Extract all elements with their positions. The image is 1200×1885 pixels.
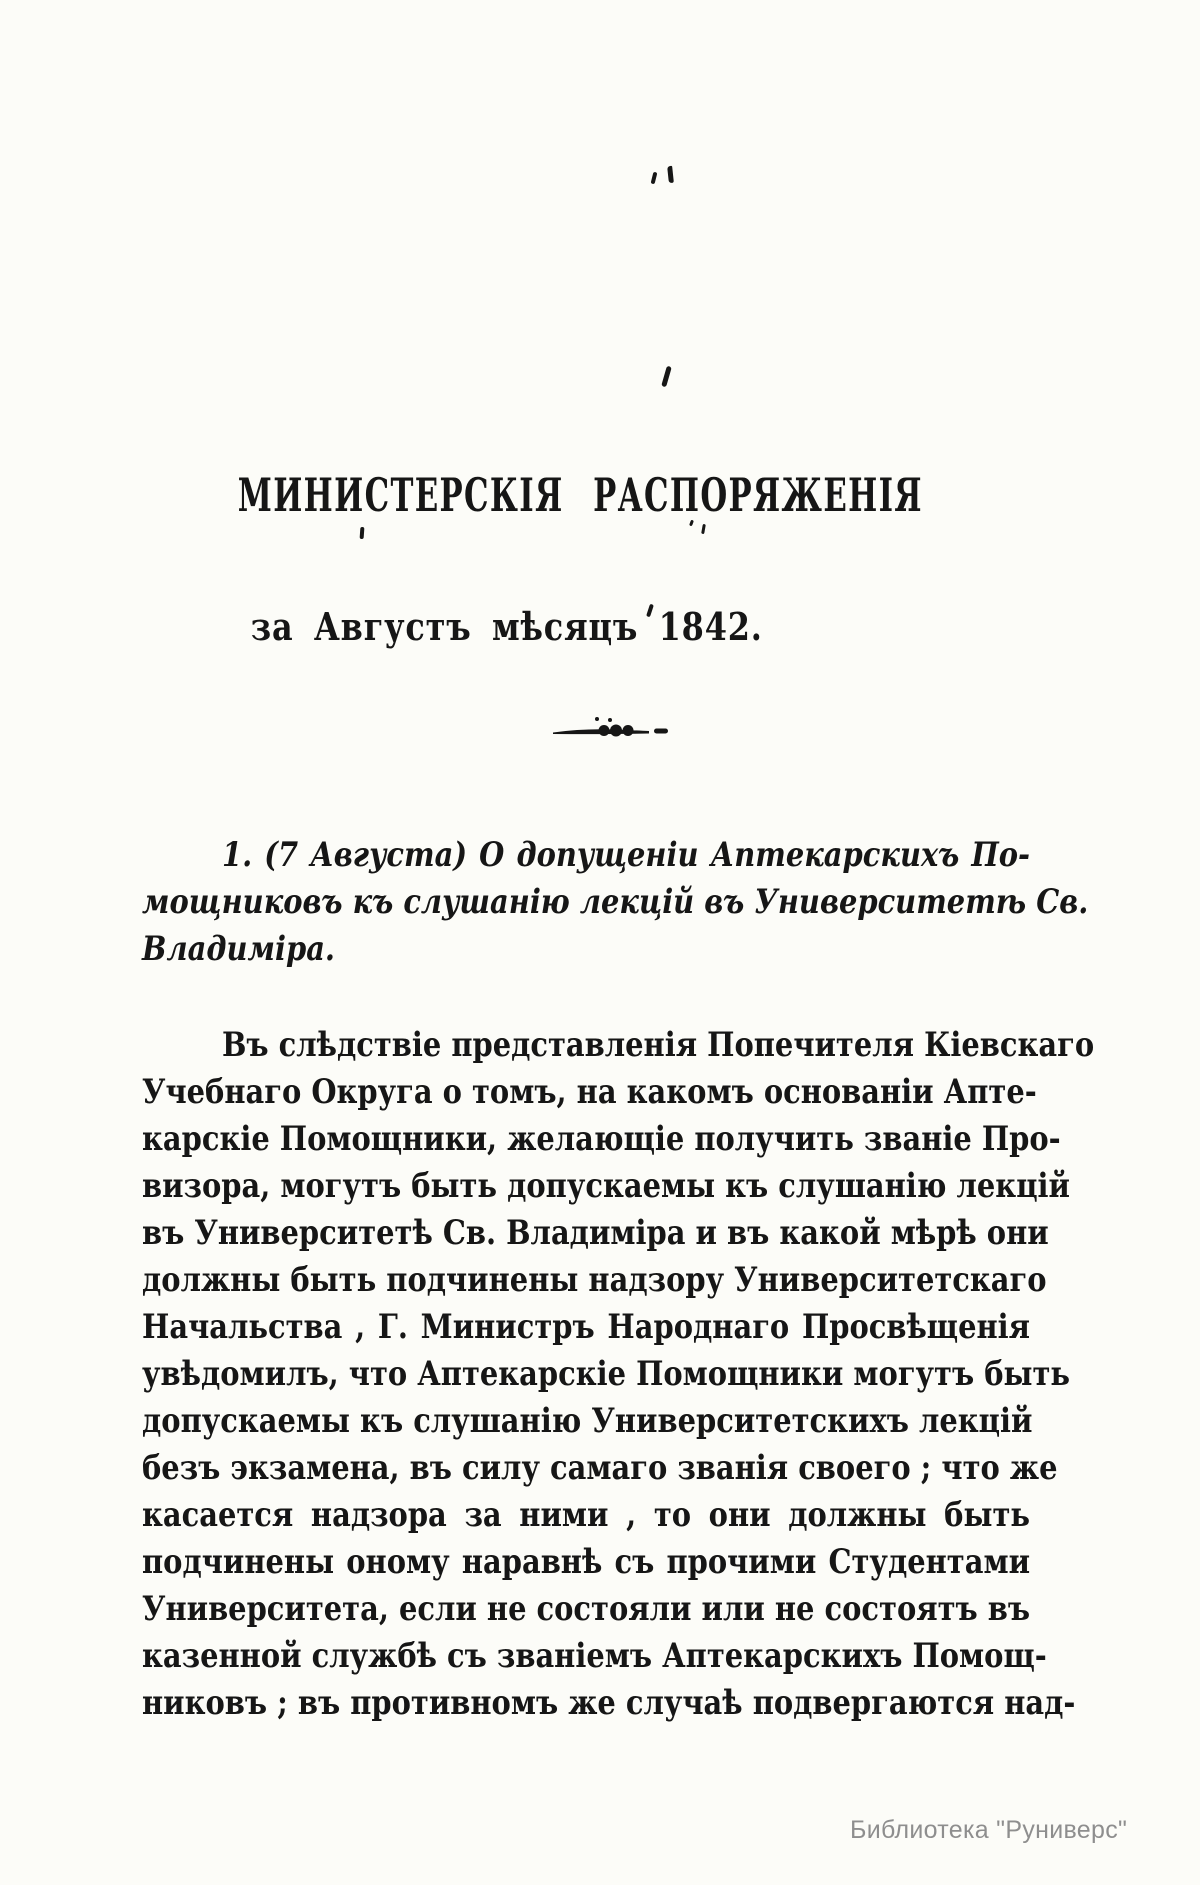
body-line: должны быть подчинены надзору Университетскаго: [142, 1260, 1047, 1300]
decree-heading: [142, 832, 1186, 973]
page-subtitle: [142, 604, 1030, 649]
ink-speck: [701, 524, 706, 534]
ink-speck: [360, 527, 365, 539]
ink-speck: [661, 366, 672, 388]
body-line: увѣдомилъ, что Аптекарскіе Помощники могутъ быть: [142, 1354, 1071, 1394]
body-line: визора, могутъ быть допускаемы къ слушанію лекцій: [142, 1166, 1071, 1206]
body-line: никовъ ; въ противномъ же случаѣ подвергаются над-: [142, 1683, 1076, 1723]
body-line: Университета, если не состояли или не состоятъ въ: [142, 1589, 1031, 1629]
body-line: Начальства , Г. Министръ Народнаго Просвѣщенія: [142, 1307, 1031, 1347]
body-line: въ Университетѣ Св. Владиміра и въ какой мѣрѣ они: [142, 1213, 1049, 1253]
ink-speck: [667, 166, 674, 183]
body-line: допускаемы къ слушанію Университетскихъ лекцій: [142, 1401, 1033, 1441]
body-line: Въ слѣдствіе представленія Попечителя Кіевскаго: [221, 1025, 1095, 1065]
ornament-divider-icon: [553, 712, 671, 744]
body-line: Учебнаго Округа о томъ, на какомъ основаніи Апте-: [142, 1072, 1037, 1112]
decree-heading-line: 1. (7 Августа) О допущеніи Аптекарскихъ По-: [221, 835, 1031, 875]
decree-body: [142, 1022, 1186, 1727]
body-line: карскіе Помощники, желающіе получить званіе Про-: [142, 1119, 1061, 1159]
body-line: безъ экзамена, въ силу самаго званія своего ; что же: [142, 1448, 1058, 1488]
body-line: казенной службѣ съ званіемъ Аптекарскихъ Помощ-: [142, 1636, 1047, 1676]
page-title-text: МИНИСТЕРСКІЯ РАСПОРЯЖЕНІЯ: [237, 468, 923, 522]
body-line: касается надзора за ними , то они должны быть: [142, 1495, 1031, 1535]
decree-heading-line: Владиміра.: [142, 929, 336, 969]
runiverse-watermark: Библиотека "Руниверс": [850, 1816, 1128, 1844]
ink-speck: [651, 172, 658, 185]
page-title: [142, 468, 1030, 522]
body-line: подчинены оному наравнѣ съ прочими Студентами: [142, 1542, 1031, 1582]
decree-heading-line: мощниковъ къ слушанію лекцій въ Университетѣ Св.: [142, 882, 1089, 922]
page-subtitle-text: за Августъ мѣсяцъ 1842.: [250, 604, 763, 649]
